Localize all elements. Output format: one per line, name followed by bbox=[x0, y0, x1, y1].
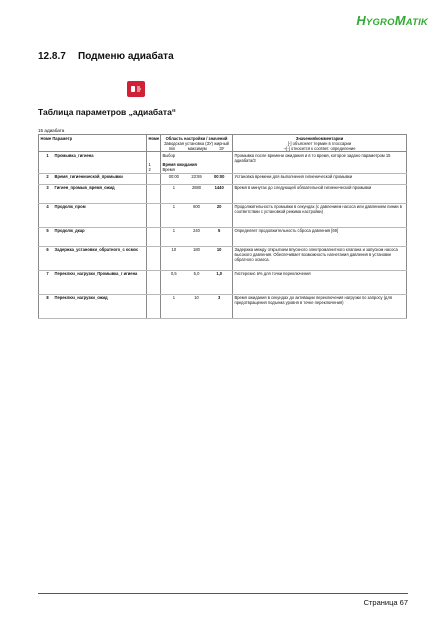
row-name-cell: 7 Переключ_нагрузки_Промывка_г игиена bbox=[39, 270, 147, 294]
table-row bbox=[39, 203, 407, 227]
header-unit: Номе bbox=[147, 135, 161, 152]
row-options-keys: 1 2 bbox=[147, 152, 161, 173]
header-range-cols: min максимум ЗУ bbox=[168, 145, 225, 151]
header-comment-note-2: -›[-] относится к соответ. определение bbox=[283, 145, 356, 151]
adiabatic-icon bbox=[127, 81, 145, 97]
table-row bbox=[39, 246, 407, 270]
section-heading bbox=[38, 51, 174, 62]
row-name-cell: 6 Задержка_установки_обратного_с осмос bbox=[39, 246, 147, 270]
row-comment: Промывка после времени ожидания и в то время, которое задано параметром 15 адиабата/3 bbox=[233, 152, 407, 173]
row-unit bbox=[147, 184, 161, 203]
header-num-param: Номе Параметр bbox=[39, 135, 147, 152]
table-title: Таблица параметров „адиабата“ bbox=[38, 107, 177, 117]
row-comment: Продолжительность промывки в секундах (с давлением насоса или давлением линии в соответствии с установкой режима настройки) bbox=[233, 203, 407, 227]
table-row bbox=[39, 173, 407, 184]
page-number: Страница 67 bbox=[363, 598, 408, 607]
header-comment-note-1: [-] объясняет термин в глоссарии bbox=[287, 140, 352, 146]
logo-m: M bbox=[394, 13, 406, 28]
header-comment: Значения/комментарии [-] объясняет термин в глоссарии -›[-] относится к соответ. определение bbox=[233, 135, 407, 152]
row-values: 00:00 23:59 00:00 bbox=[161, 173, 233, 184]
row-unit bbox=[147, 203, 161, 227]
row-comment: Гистерезис в% для точки переключения bbox=[233, 270, 407, 294]
row-values: 1 10 3 bbox=[161, 294, 233, 318]
table-row bbox=[39, 184, 407, 203]
table-caption: 15 адиабата bbox=[38, 128, 65, 133]
header-range-note: Заводская установка (ЗУ) жирный bbox=[164, 140, 229, 146]
table-header-row bbox=[39, 135, 407, 152]
row-comment: Задержка между открытием впускного электромагнитного клапана и запуском насоса высокого давления. Обеспечивает возможность нагнетания давления в установке обратного осмоса. bbox=[233, 246, 407, 270]
row-comment: Время ожидания в секундах до активации переключения нагрузки по запросу (для предотвращения подъема уровня в точке переключения) bbox=[233, 294, 407, 318]
header-range: Область настройки / значений Заводская установка (ЗУ) жирный min максимум ЗУ bbox=[161, 135, 233, 152]
row-unit bbox=[147, 294, 161, 318]
logo-atik: ATIK bbox=[405, 17, 428, 28]
row-name-cell: 5 Продолж_дкар bbox=[39, 227, 147, 246]
row-values: 0,5 5,0 1,0 bbox=[161, 270, 233, 294]
row-comment: Время в минутах до следующей обязательной гигиенической промывки bbox=[233, 184, 407, 203]
row-values: 1 240 5 bbox=[161, 227, 233, 246]
section-number: 12.8.7 bbox=[38, 51, 66, 62]
row-comment: Определяет продолжительность сброса давления [69] bbox=[233, 227, 407, 246]
footer-divider bbox=[38, 593, 408, 594]
row-unit bbox=[147, 173, 161, 184]
table-row bbox=[39, 152, 407, 173]
row-values: 10 180 10 bbox=[161, 246, 233, 270]
row-values: 1 600 20 bbox=[161, 203, 233, 227]
hygromatik-logo bbox=[356, 13, 428, 28]
row-unit bbox=[147, 270, 161, 294]
table-row bbox=[39, 227, 407, 246]
row-name-cell: 2 Время_гигиенической_промывки bbox=[39, 173, 147, 184]
row-name-cell: 4 Продолж_пром bbox=[39, 203, 147, 227]
logo-ygro: YGRO bbox=[365, 17, 395, 28]
section-title: Подменю адиабата bbox=[78, 51, 174, 62]
row-values: 1 2880 1440 bbox=[161, 184, 233, 203]
row-comment: Установка времени для выполнения гигиенической промывки bbox=[233, 173, 407, 184]
row-name-cell: 1 Промывка_гигиена bbox=[39, 152, 147, 173]
row-unit bbox=[147, 227, 161, 246]
row-unit bbox=[147, 246, 161, 270]
row-name-cell: 3 Гигиен_промыв_время_ожид bbox=[39, 184, 147, 203]
table-row bbox=[39, 294, 407, 318]
logo-h: H bbox=[356, 13, 366, 28]
parameter-table bbox=[38, 134, 407, 319]
row-values: Выбор Время ожидания Время bbox=[161, 152, 233, 173]
row-name-cell: 8 Переключ_нагрузки_ожид bbox=[39, 294, 147, 318]
table-row bbox=[39, 270, 407, 294]
